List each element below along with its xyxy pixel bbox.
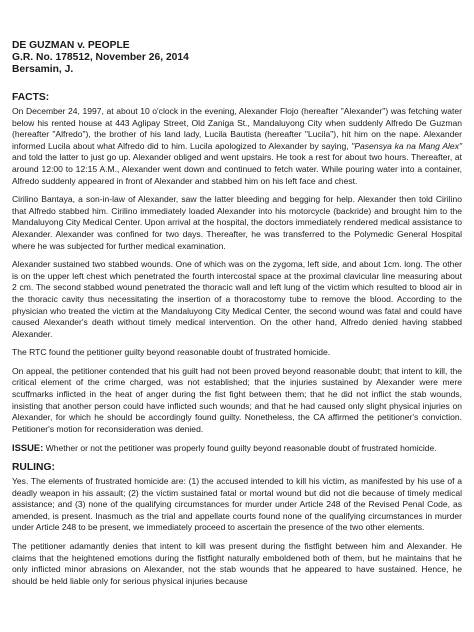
- facts-paragraph-2: Cirilino Bantaya, a son-in-law of Alexander, saw the latter bleeding and begging for help. Alexander then told Cirilino that Alfredo stabbed him. Cirilino immediately loaded Alexander into his motorcycle (backride) and brought him to the Mandaluyong City Medical Center. Upon arrival at the hospital, the doctors immediately rendered medical assistance to Alexander. Alexander was confined for two days. Thereafter, he was transferred to the Polymedic General Hospital where he was subjected for further medical examination.: [12, 194, 462, 251]
- facts-paragraph-3: Alexander sustained two stabbed wounds. One of which was on the zygoma, left side, and about 1cm. long. The other is on the upper left chest which penetrated the fourth intercostal space at the proximal clavicular line measuring about 2 cm. The second stabbed wound penetrated the thoracic wall and left lung of the victim which resulted to blood air in the thoracic cavity thus necessitating the insertion of a thoracostomy tube to remove the blood. According to the physician who treated the victim at the Mandaluyong City Medical Center, the second wound was fatal and could have caused Alexander's death without timely medical intervention. On the other hand, Alfredo denied having stabbed Alexander.: [12, 259, 462, 339]
- facts-paragraph-5: On appeal, the petitioner contended that his guilt had not been proved beyond reasonable doubt; that intent to kill, the critical element of the crime charged, was not established; that the injuries sustained by Alexander were mere scuffmarks inflicted in the heat of anger during the fist fight between them; that he did not inflict the stab wounds, insisting that another person could have inflicted such wounds; and that he had caused only slight physical injuries on Alexander, for which he should be accordingly found guilty. Nonetheless, the CA affirmed the petitioner's conviction. Petitioner's motion for reconsideration was denied.: [12, 365, 462, 434]
- facts-paragraph-1: [12, 106, 462, 187]
- ponente: Bersamin, J.: [12, 64, 74, 75]
- ruling-heading: RULING:: [12, 462, 55, 474]
- issue-paragraph: [12, 442, 462, 455]
- issue-label: ISSUE:: [12, 442, 44, 454]
- case-title: DE GUZMAN v. PEOPLE: [12, 40, 130, 51]
- issue-text: Whether or not the petitioner was properly found guilty beyond reasonable doubt of frustrated homicide.: [43, 443, 437, 454]
- gr-number: G.R. No. 178512, November 26, 2014: [12, 52, 189, 63]
- ruling-paragraph-1: Yes. The elements of frustrated homicide are: (1) the accused intended to kill his victim, as manifested by his use of a deadly weapon in his assault; (2) the victim sustained fatal or mortal wound but did not die because of timely medical assistance; and (3) none of the qualifying circumstances for murder under Article 248 of the Revised Penal Code, as amended, is present. Inasmuch as the trial and appellate courts found none of the qualifying circumstances in murder under Article 248 to be present, we immediately proceed to ascertain the presence of the two other elements.: [12, 476, 462, 533]
- facts-heading: FACTS:: [12, 92, 50, 103]
- quoted-apology: "Pasensya ka na Mang Alex": [351, 140, 462, 151]
- facts-paragraph-4: The RTC found the petitioner guilty beyond reasonable doubt of frustrated homicide.: [12, 347, 331, 358]
- facts-paragraph-1-part-b: and told the latter to just go up. Alexander obliged and went upstairs. He took a rest for about two hours. Thereafter, at around 12:00 to 12:15 A.M., Alexander went down and continued to fetch water. While pouring water into a container, Alfredo suddenly appeared in front of Alexander and stabbed him on his left face and chest.: [12, 152, 462, 186]
- ruling-paragraph-2: The petitioner adamantly denies that intent to kill was present during the fistfight between him and Alexander. He claims that the heightened emotions during the fistfight naturally emboldened both of them, but he maintains that he only inflicted minor abrasions on Alexander, not the stab wounds that he appeared to have sustained. Hence, he should be held liable only for serious physical injuries because: [12, 541, 462, 586]
- facts-paragraph-1-part-a: On December 24, 1997, at about 10 o'clock in the evening, Alexander Flojo (hereafter "Alexander") was fetching water below his rented house at 443 Aglipay Street, Old Zaniga St., Mandaluyong City when suddenly Alfredo De Guzman (hereafter "Alfredo"), the brother of his land lady, Lucila Bautista (hereafter "Lucila"), hit him on the nape. Alexander informed Lucila about what Alfredo did to him. Lucila apologized to Alexander by saying,: [12, 106, 462, 151]
